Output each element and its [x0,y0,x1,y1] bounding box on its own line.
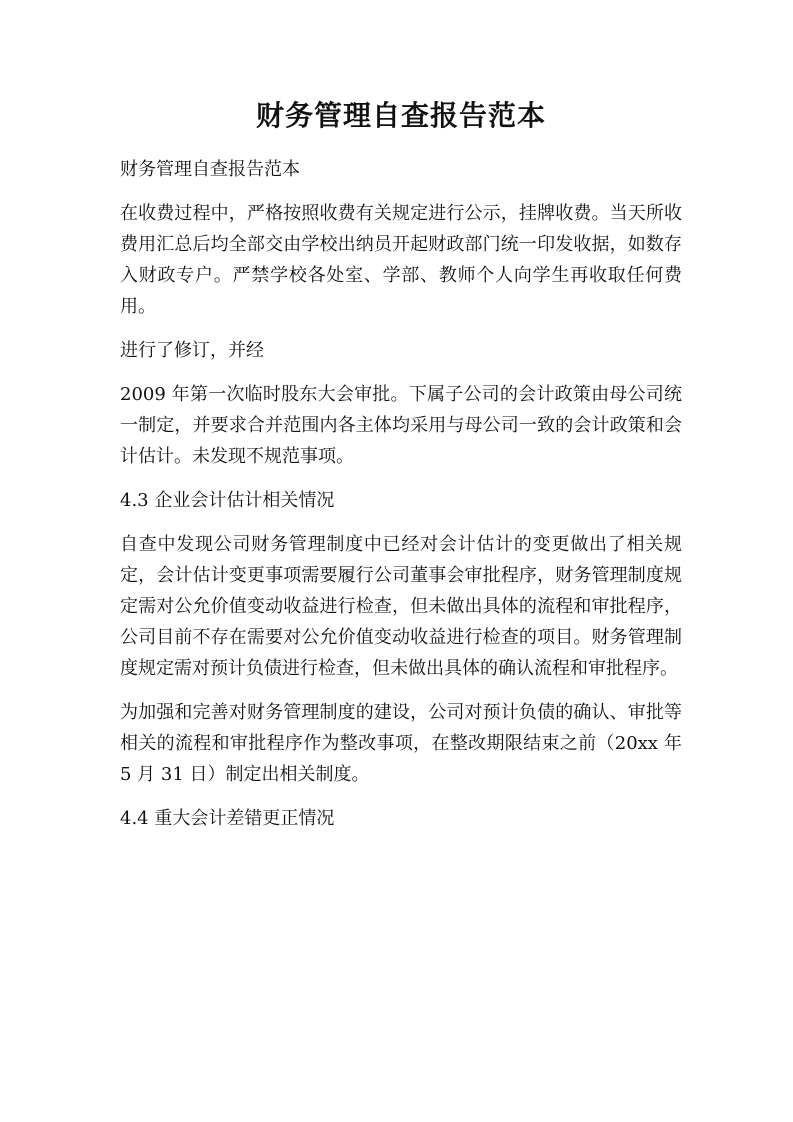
subtitle-paragraph: 财务管理自查报告范本 [120,159,300,180]
section-heading-4-4: 4.4 重大会计差错更正情况 [120,808,335,829]
rectification-paragraph: 为加强和完善对财务管理制度的建设，公司对预计负债的确认、审批等相关的流程和审批程序作为整改事项，在整改期限结束之前（20xx 年 5 月 31 日）制定出相关制度。 [120,702,682,785]
fee-collection-paragraph: 在收费过程中，严格按照收费有关规定进行公示，挂牌收费。当天所收费用汇总后均全部交由学校出纳员开起财政部门统一印发收据，如数存入财政专户。严禁学校各处室、学部、教师个人向学生再收取任何费用。 [120,203,682,317]
document-title: 财务管理自查报告范本 [255,99,546,132]
section-heading-4-3: 4.3 企业会计估计相关情况 [120,490,335,511]
shareholder-approval-paragraph: 2009 年第一次临时股东大会审批。下属子公司的会计政策由母公司统一制定，并要求合并范围内各主体均采用与母公司一致的会计政策和会计估计。未发现不规范事项。 [120,384,682,467]
accounting-estimate-paragraph: 自查中发现公司财务管理制度中已经对会计估计的变更做出了相关规定，会计估计变更事项需要履行公司董事会审批程序，财务管理制度规定需对公允价值变动收益进行检查，但未做出具体的流程和审批程序，公司目前不存在需要对公允价值变动收益进行检查的项目。财务管理制度规定需对预计负债进行检查，但未做出具体的确认流程和审批程序。 [120,534,682,679]
revision-paragraph: 进行了修订，并经 [120,340,264,361]
document-page [120,90,682,847]
